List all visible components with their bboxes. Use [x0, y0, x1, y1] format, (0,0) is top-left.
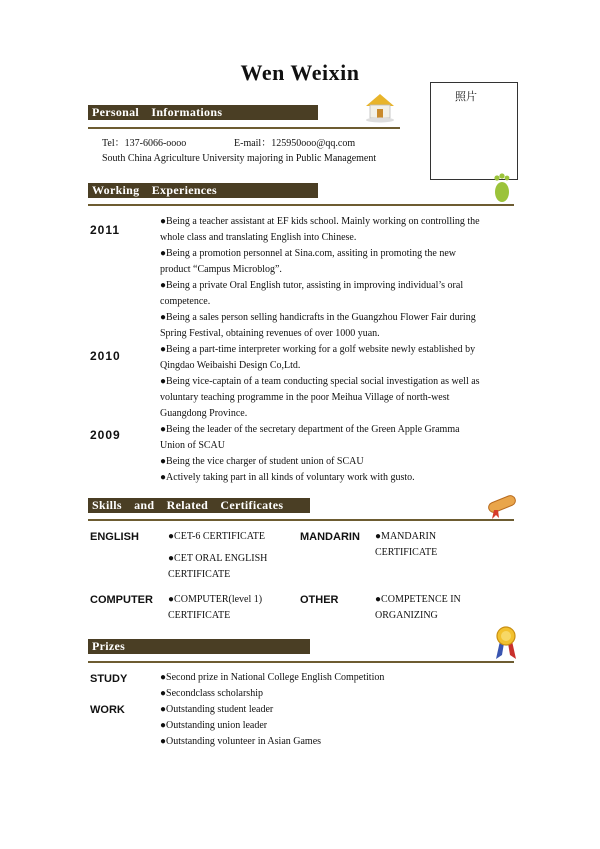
list-item: ● Being a promotion personnel at Sina.com, assiting in promoting the new product “Campus Microblog”. — [160, 246, 510, 278]
resume-name: Wen Weixin — [240, 60, 360, 85]
english-certificates — [168, 529, 267, 583]
list-item: ● Being a teacher assistant at EF kids school. Mainly working on controlling the whole class and translating English into Chinese. — [160, 214, 510, 246]
prize-label-study: STUDY — [90, 673, 128, 685]
section-heading-working: Working Experiences — [88, 183, 318, 198]
photo-label: 照片 — [455, 90, 477, 103]
house-icon — [362, 88, 398, 124]
list-item: ● CET ORAL ENGLISH CERTIFICATE — [168, 551, 267, 583]
personal-school: South China Agriculture University majoring in Public Management — [102, 153, 377, 164]
skill-label-mandarin: MANDARIN — [300, 531, 360, 543]
list-item: ● Being vice-captain of a team conducting special social investigation as well as voluntary teaching programme in the poor Meihua Village of north-west Guangdong Province. — [160, 374, 510, 422]
year-label: 2009 — [90, 428, 121, 442]
scroll-diploma-icon — [484, 490, 520, 520]
list-item: ● MANDARIN CERTIFICATE — [375, 529, 437, 561]
list-item: ● Second prize in National College English Competition — [160, 670, 384, 686]
section-heading-personal: Personal Informations — [88, 105, 318, 120]
footprint-icon — [488, 172, 516, 204]
list-item: ● Being the vice charger of student union of SCAU — [160, 454, 510, 470]
skill-label-computer: COMPUTER — [90, 594, 153, 606]
mandarin-certificates — [375, 529, 437, 561]
section-divider — [88, 661, 514, 663]
other-certificates — [375, 592, 461, 624]
year-label: 2010 — [90, 349, 121, 363]
skill-label-english: ENGLISH — [90, 531, 139, 543]
list-item: ● Actively taking part in all kinds of voluntary work with gusto. — [160, 470, 510, 486]
experience-list — [160, 214, 510, 486]
photo-placeholder — [430, 82, 518, 180]
section-heading-prizes: Prizes — [88, 639, 310, 654]
section-heading-skills: Skills and Related Certificates — [88, 498, 310, 513]
personal-email: E-mail：125950ooo@qq.com — [234, 138, 356, 149]
section-divider — [88, 519, 514, 521]
section-divider — [88, 127, 400, 129]
skill-label-other: OTHER — [300, 594, 339, 606]
computer-certificates — [168, 592, 262, 624]
year-label: 2011 — [90, 223, 121, 237]
list-item: ● Being the leader of the secretary department of the Green Apple Gramma Union of SCAU — [160, 422, 510, 454]
medal-icon — [492, 625, 520, 661]
list-item: ● Being a sales person selling handicrafts in the Guangzhou Flower Fair during Spring Festival, obtaining revenues of over 1000 yuan. — [160, 310, 510, 342]
list-item: ● Outstanding union leader — [160, 718, 384, 734]
list-item: ● Being a private Oral English tutor, assisting in improving individual’s oral competence. — [160, 278, 510, 310]
list-item: ● COMPETENCE IN ORGANIZING — [375, 592, 461, 624]
list-item: ● Outstanding student leader — [160, 702, 384, 718]
section-divider — [88, 204, 514, 206]
list-item: ● Secondclass scholarship — [160, 686, 384, 702]
list-item: ● Outstanding volunteer in Asian Games — [160, 734, 384, 750]
list-item: ● COMPUTER(level 1) CERTIFICATE — [168, 592, 262, 624]
prize-list — [160, 670, 384, 750]
personal-tel: Tel：137-6066-oooo — [102, 138, 187, 149]
list-item: ● Being a part-time interpreter working for a golf website newly established by Qingdao Weibaishi Design Co,Ltd. — [160, 342, 510, 374]
list-item: ● CET-6 CERTIFICATE — [168, 529, 267, 545]
prize-label-work: WORK — [90, 704, 125, 716]
